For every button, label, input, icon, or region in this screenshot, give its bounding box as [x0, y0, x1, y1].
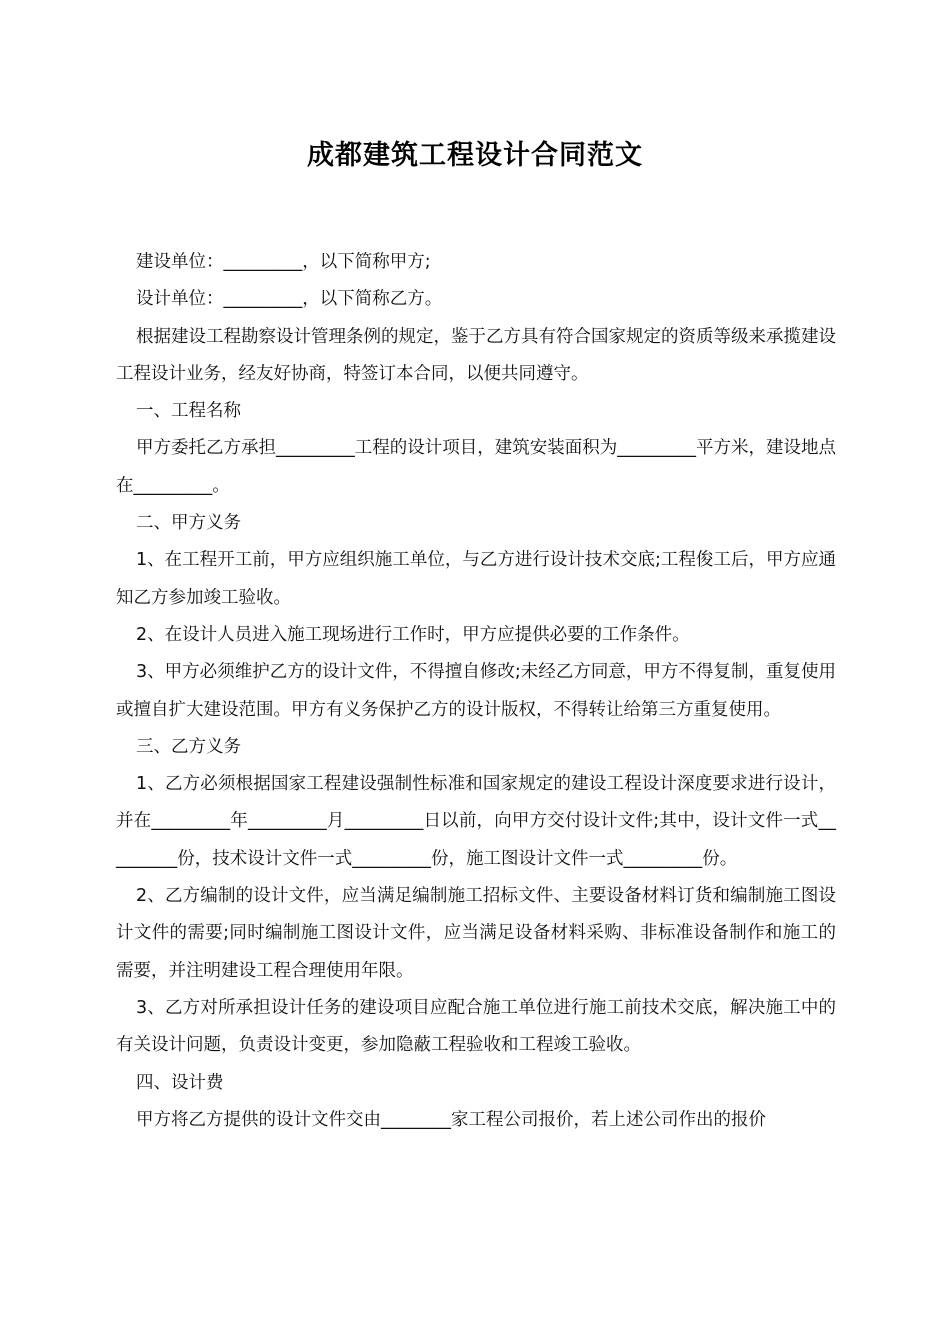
paragraph-preamble: 根据建设工程勘察设计管理条例的规定，鉴于乙方具有符合国家规定的资质等级来承揽建设工程设计业务，经友好协商，特签订本合同，以便共同遵守。 — [116, 326, 836, 384]
paragraph-party-a: 建设单位：_________，以下简称甲方; — [136, 252, 431, 272]
section-heading-project-name: 一、工程名称 — [136, 401, 241, 422]
paragraph-a-obligation-3: 3、甲方必须维护乙方的设计文件，不得擅自修改;未经乙方同意，甲方不得复制，重复使用或擅自扩大建设范围。甲方有义务保护乙方的设计版权，不得转让给第三方重复使用。 — [116, 662, 836, 720]
paragraph-b-obligation-3: 3、乙方对所承担设计任务的建设项目应配合施工单位进行施工前技术交底，解决施工中的有关设计问题，负责设计变更，参加隐蔽工程验收和工程竣工验收。 — [116, 997, 836, 1056]
paragraph-project-details: 甲方委托乙方承担_________工程的设计项目，建筑安装面积为_________平方米，建设地点在_________。 — [116, 438, 836, 496]
paragraph-a-obligation-1: 1、在工程开工前，甲方应组织施工单位，与乙方进行设计技术交底;工程俊工后，甲方应通知乙方参加竣工验收。 — [116, 550, 836, 608]
paragraph-design-fee: 甲方将乙方提供的设计文件交由________家工程公司报价，若上述公司作出的报价 — [136, 1109, 766, 1130]
paragraph-b-obligation-2: 2、乙方编制的设计文件，应当满足编制施工招标文件、主要设备材料订货和编制施工图设计文件的需要;同时编制施工图设计文件，应当满足设备材料采购、非标准设备制作和施工的需要，并注明建设工程合理使用年限。 — [116, 886, 836, 981]
section-heading-party-b-obligations: 三、乙方义务 — [136, 736, 241, 757]
document-title: 成都建筑工程设计合同范文 — [307, 140, 643, 171]
section-heading-design-fee: 四、设计费 — [136, 1072, 224, 1093]
paragraph-b-obligation-1: 1、乙方必须根据国家工程建设强制性标准和国家规定的建设工程设计深度要求进行设计，并在_________年_________月_________日以前，向甲方交付设计文件;其中，设计文件一式_________份，技术设计文件一式_________份，施工图设计文件一式_________份。 — [116, 774, 836, 869]
document-body — [116, 244, 836, 1139]
paragraph-a-obligation-2: 2、在设计人员进入施工现场进行工作时，甲方应提供必要的工作条件。 — [136, 624, 690, 645]
paragraph-party-b: 设计单位：_________，以下简称乙方。 — [136, 289, 443, 310]
section-heading-party-a-obligations: 二、甲方义务 — [136, 513, 241, 534]
